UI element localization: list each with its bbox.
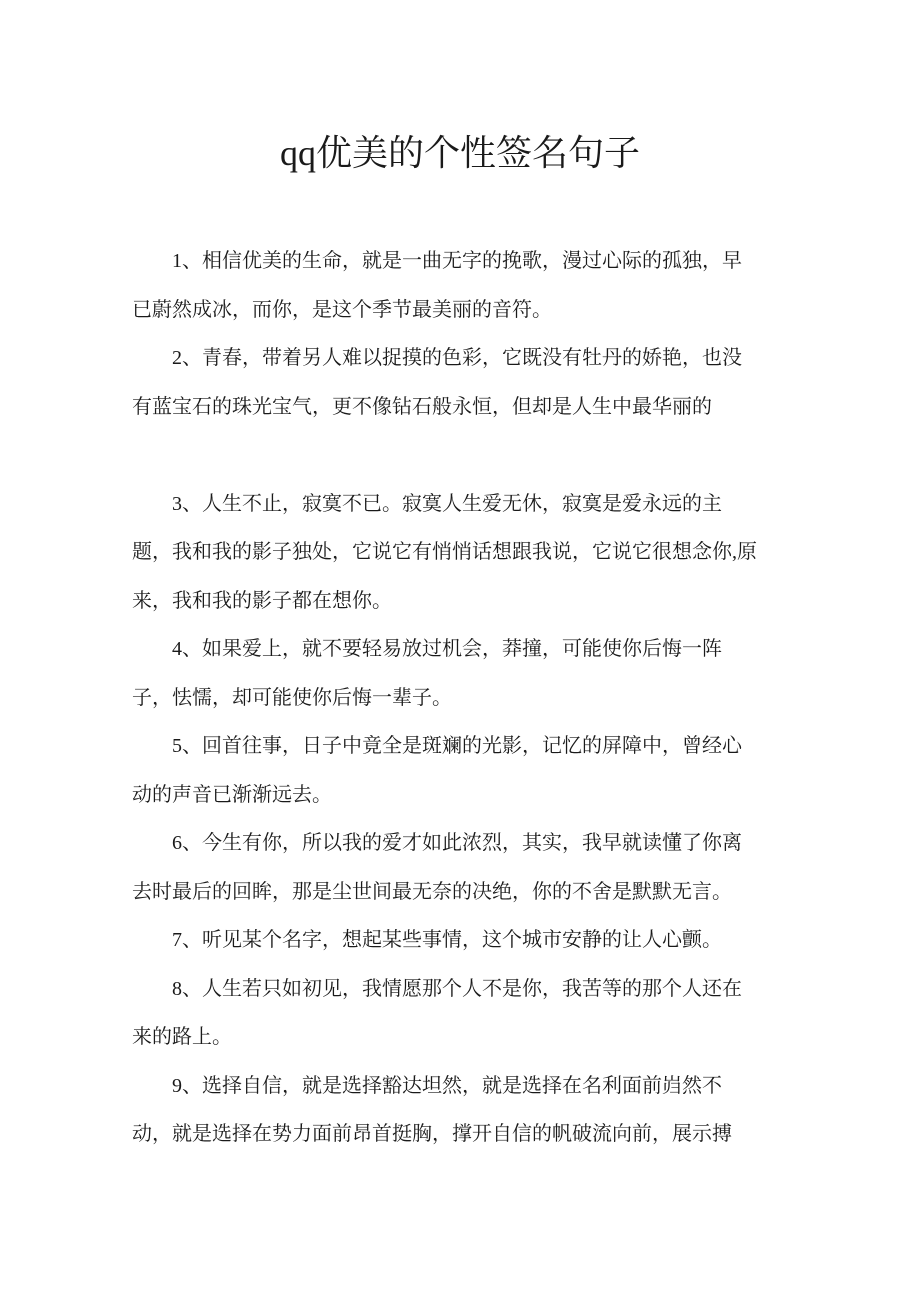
paragraph-5: 5、回首往事，日子中竟全是斑斓的光影，记忆的屏障中，曾经心动的声音已渐渐远去。 xyxy=(132,735,742,806)
paragraph-7: 7、听见某个名字，想起某些事情，这个城市安静的让人心颤。 xyxy=(172,929,722,951)
paragraph-6: 6、今生有你，所以我的爱才如此浓烈，其实，我早就读懂了你离去时最后的回眸，那是尘世间最无奈的决绝，你的不舍是默默无言。 xyxy=(132,832,742,903)
paragraph-2: 2、青春，带着另人难以捉摸的色彩，它既没有牡丹的娇艳，也没有蓝宝石的珠光宝气，更不像钻石般永恒，但却是人生中最华丽的 xyxy=(132,347,742,418)
blank-line xyxy=(132,431,757,480)
document-body xyxy=(132,237,757,1159)
paragraph-4: 4、如果爱上，就不要轻易放过机会，莽撞，可能使你后悔一阵子，怯懦，却可能使你后悔一辈子。 xyxy=(132,638,722,709)
paragraph-8: 8、人生若只如初见，我情愿那个人不是你，我苦等的那个人还在来的路上。 xyxy=(132,977,742,1048)
paragraph-1: 1、相信优美的生命，就是一曲无字的挽歌，漫过心际的孤独，早已蔚然成冰，而你，是这个季节最美丽的音符。 xyxy=(132,250,742,321)
document-title: qq优美的个性签名句子 xyxy=(279,133,640,173)
paragraph-3: 3、人生不止，寂寞不已。寂寞人生爱无休，寂寞是爱永远的主题，我和我的影子独处，它说它有悄悄话想跟我说，它说它很想念你,原来，我和我的影子都在想你。 xyxy=(132,492,757,612)
paragraph-9: 9、选择自信，就是选择豁达坦然，就是选择在名利面前岿然不动，就是选择在势力面前昂首挺胸，撑开自信的帆破流向前，展示搏 xyxy=(132,1074,732,1145)
